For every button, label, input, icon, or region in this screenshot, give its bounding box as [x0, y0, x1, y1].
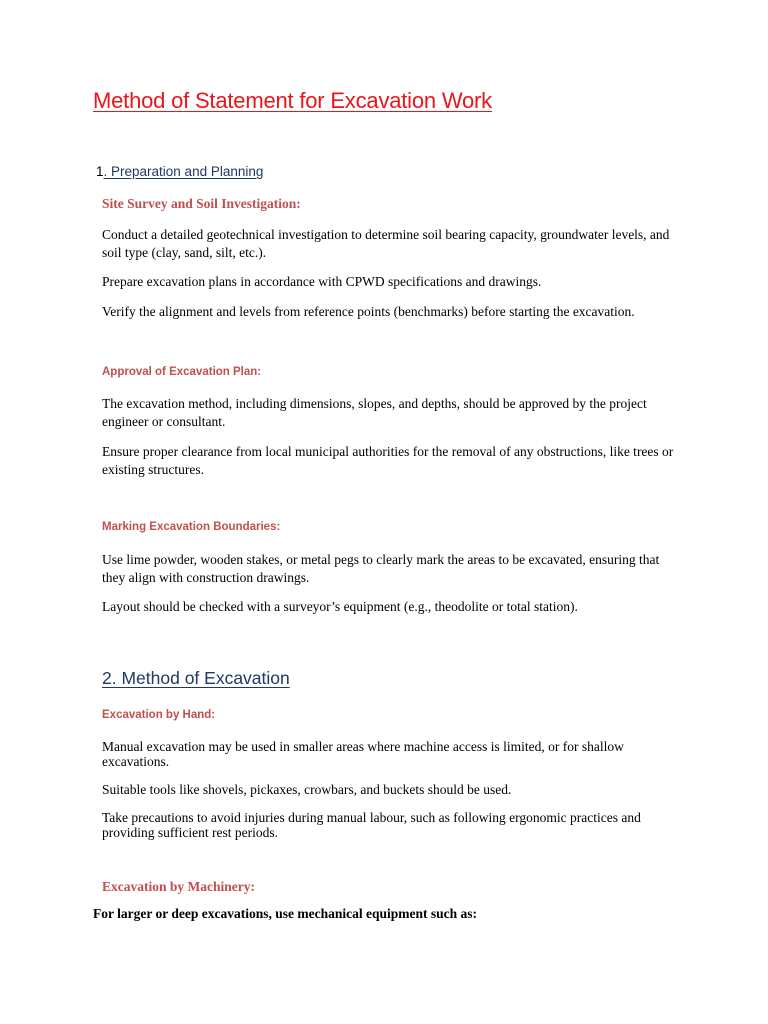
machinery-intro-text: For larger or deep excavations, use mechanical equipment such as:	[93, 906, 477, 921]
paragraph: Take precautions to avoid injuries during manual labour, such as following ergonomic practices and providing sufficient rest periods.	[102, 810, 641, 840]
paragraph: Use lime powder, wooden stakes, or metal pegs to clearly mark the areas to be excavated, ensuring that they align with construction drawings.	[102, 552, 660, 585]
paragraph: Manual excavation may be used in smaller areas where machine access is limited, or for shallow excavations.	[102, 739, 624, 769]
paragraph: Conduct a detailed geotechnical investigation to determine soil bearing capacity, groundwater levels, and soil type (clay, sand, silt, etc.).	[102, 227, 670, 260]
subheading-approval-plan: Approval of Excavation Plan:	[102, 366, 262, 378]
document-title: Method of Statement for Excavation Work	[93, 88, 492, 113]
subheading-excavation-by-hand: Excavation by Hand:	[102, 709, 216, 721]
paragraph: Layout should be checked with a surveyor’s equipment (e.g., theodolite or total station).	[102, 599, 578, 614]
section-2-heading: 2. Method of Excavation	[102, 668, 290, 688]
paragraph: Ensure proper clearance from local municipal authorities for the removal of any obstructions, like trees or existing structures.	[102, 444, 674, 477]
paragraph: Prepare excavation plans in accordance with CPWD specifications and drawings.	[102, 274, 542, 289]
subheading-marking-boundaries: Marking Excavation Boundaries:	[102, 521, 281, 533]
section-1-number: 1	[96, 164, 104, 179]
section-1-heading	[96, 164, 263, 179]
subheading-excavation-by-machinery: Excavation by Machinery:	[102, 879, 255, 894]
paragraph: Verify the alignment and levels from reference points (benchmarks) before starting the excavation.	[102, 304, 635, 319]
subheading-site-survey: Site Survey and Soil Investigation:	[102, 196, 301, 211]
paragraph: Suitable tools like shovels, pickaxes, crowbars, and buckets should be used.	[102, 782, 512, 797]
section-1-title: . Preparation and Planning	[103, 164, 264, 179]
paragraph: The excavation method, including dimensions, slopes, and depths, should be approved by the project engineer or consultant.	[102, 396, 647, 429]
